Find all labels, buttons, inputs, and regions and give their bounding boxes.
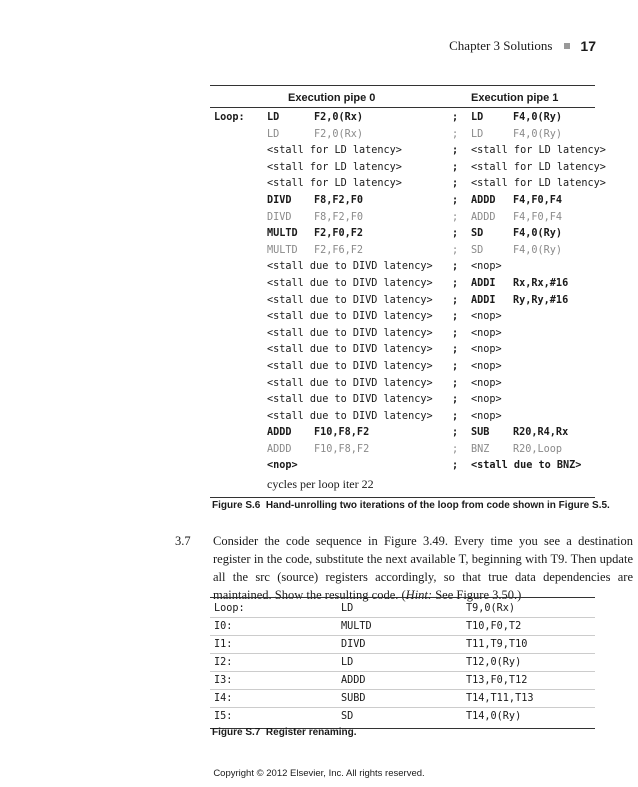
figure-caption-text: Hand-unrolling two iterations of the loop from code shown in Figure S.5. — [265, 500, 610, 511]
operands: T14,0(Ry) — [466, 711, 522, 722]
pipe1-opcode: LD — [471, 128, 484, 140]
pipe0-instruction: <stall due to DIVD latency> — [267, 294, 433, 306]
table-row — [210, 160, 606, 177]
table-header-row — [210, 86, 595, 107]
pipe1-instruction: <nop> — [471, 360, 502, 372]
separator: ; — [452, 410, 459, 422]
pipe1-opcode: ADDI — [471, 277, 496, 289]
opcode: LD — [341, 657, 354, 668]
separator: ; — [452, 344, 459, 356]
table-row — [210, 326, 595, 343]
pipe1-operands: F4,F0,F4 — [513, 211, 563, 223]
table-row — [210, 618, 595, 635]
pipe0-instruction: <stall due to DIVD latency> — [267, 344, 433, 356]
pipe0-opcode: MULTD — [267, 228, 298, 240]
pipe0-operands: F8,F2,F0 — [314, 211, 364, 223]
pipe1-operands: R20,R4,Rx — [513, 427, 569, 439]
separator: ; — [452, 311, 459, 323]
table-row — [210, 226, 595, 243]
opcode: LD — [341, 603, 354, 614]
pipe0-opcode: DIVD — [267, 211, 292, 223]
table-row — [210, 309, 595, 326]
exercise-text-end: See Figure 3.50.) — [432, 588, 522, 602]
separator: ; — [452, 327, 459, 339]
figure-caption-text: Register renaming. — [265, 727, 357, 738]
hint-label: Hint: — [405, 588, 433, 602]
pipe1-opcode: SUB — [471, 427, 490, 439]
table-row — [210, 276, 595, 293]
operands: T14,T11,T13 — [466, 693, 534, 704]
pipe0-opcode: ADDD — [267, 443, 292, 455]
cycles-row — [210, 475, 595, 492]
separator: ; — [452, 211, 459, 223]
table-row — [210, 127, 595, 144]
pipe1-operands: Rx,Rx,#16 — [513, 277, 569, 289]
table-row — [210, 690, 595, 707]
operands: T12,0(Ry) — [466, 657, 522, 668]
table-row — [210, 672, 595, 689]
pipe0-opcode: MULTD — [267, 244, 298, 256]
separator: ; — [452, 277, 459, 289]
instruction-label: I3: — [214, 675, 233, 686]
instruction-label: I4: — [214, 693, 233, 704]
table-row — [210, 143, 606, 160]
table-row — [210, 110, 595, 127]
table-row — [210, 293, 595, 310]
instruction-label: I1: — [214, 639, 233, 650]
pipe1-instruction: <stall due to BNZ> — [471, 460, 582, 472]
pipe0-operands: F10,F8,F2 — [314, 427, 370, 439]
loop-label: Loop: — [214, 112, 245, 123]
pipe0-opcode: DIVD — [267, 194, 292, 206]
pipe1-instruction: <nop> — [471, 410, 502, 422]
register-renaming-table — [210, 597, 595, 729]
opcode: MULTD — [341, 621, 372, 632]
table-body — [210, 108, 606, 475]
table-row — [210, 425, 595, 442]
pipe1-opcode: ADDD — [471, 194, 496, 206]
exercise-text-main: Consider the code sequence in Figure 3.49. Every time you see a destination register in the code, substitute the next available T, beginning with T9. Then update all the src (source) registers accordingly, so that true data dependencies are maintained. Show the resulting code. ( — [213, 534, 633, 602]
column-header-pipe-1: Execution pipe 1 — [471, 92, 559, 104]
opcode: DIVD — [341, 639, 366, 650]
table-row — [210, 409, 595, 426]
pipe0-instruction: <stall for LD latency> — [267, 178, 402, 190]
separator: ; — [452, 178, 459, 190]
table-row — [210, 708, 595, 725]
separator: ; — [452, 194, 459, 206]
figure-caption-s7 — [212, 727, 357, 738]
table-row — [210, 654, 595, 671]
pipe0-operands: F2,0(Rx) — [314, 128, 364, 140]
separator: ; — [452, 161, 459, 173]
pipe0-instruction: <stall due to DIVD latency> — [267, 277, 433, 289]
pipe1-operands: Ry,Ry,#16 — [513, 294, 569, 306]
separator: ; — [452, 360, 459, 372]
pipe0-instruction: <stall for LD latency> — [267, 145, 402, 157]
separator: ; — [452, 128, 459, 140]
operands: T9,0(Rx) — [466, 603, 516, 614]
pipe1-instruction: <nop> — [471, 327, 502, 339]
exercise-number: 3.7 — [175, 534, 191, 548]
instruction-label: I5: — [214, 711, 233, 722]
separator: ; — [452, 112, 459, 123]
pipe1-opcode: ADDI — [471, 294, 496, 306]
separator: ; — [452, 394, 459, 406]
pipe0-operands: F2,0(Rx) — [314, 112, 364, 123]
opcode: ADDD — [341, 675, 366, 686]
pipe1-operands: F4,0(Ry) — [513, 128, 563, 140]
pipe1-operands: F4,0(Ry) — [513, 112, 563, 123]
table-row — [210, 600, 595, 617]
table-row — [210, 636, 595, 653]
separator: ; — [452, 228, 459, 240]
pipe0-operands: F8,F2,F0 — [314, 194, 364, 206]
column-header-pipe-0: Execution pipe 0 — [288, 92, 376, 104]
separator: ; — [452, 427, 459, 439]
pipe1-instruction: <stall for LD latency> — [471, 145, 606, 157]
figure-label: Figure S.6 — [212, 500, 261, 511]
separator: ; — [452, 377, 459, 389]
pipe1-opcode: SD — [471, 228, 484, 240]
separator: ; — [452, 261, 459, 273]
pipe0-instruction: <stall due to DIVD latency> — [267, 311, 433, 323]
table-row — [210, 359, 595, 376]
pipe0-opcode: ADDD — [267, 427, 292, 439]
pipe1-instruction: <nop> — [471, 344, 502, 356]
separator: ; — [452, 244, 459, 256]
separator: ; — [452, 145, 459, 157]
pipe0-opcode: LD — [267, 112, 280, 123]
pipe1-operands: F4,0(Ry) — [513, 244, 563, 256]
operands: T13,F0,T12 — [466, 675, 528, 686]
separator: ; — [452, 460, 459, 472]
table-row — [210, 442, 595, 459]
running-header — [449, 38, 596, 54]
table-row — [210, 458, 595, 475]
pipe1-operands: R20,Loop — [513, 443, 563, 455]
operands: T10,F0,T2 — [466, 621, 522, 632]
pipe0-instruction: <nop> — [267, 460, 298, 472]
pipe0-instruction: <stall due to DIVD latency> — [267, 327, 433, 339]
pipe0-instruction: <stall for LD latency> — [267, 161, 402, 173]
table-row — [210, 392, 595, 409]
execution-pipe-table — [210, 85, 606, 498]
cycles-per-iter: cycles per loop iter 22 — [267, 477, 374, 492]
table-row — [210, 243, 595, 260]
pipe1-opcode: LD — [471, 112, 484, 123]
pipe1-instruction: <nop> — [471, 311, 502, 323]
instruction-label: I0: — [214, 621, 233, 632]
pipe1-instruction: <stall for LD latency> — [471, 161, 606, 173]
pipe1-instruction: <nop> — [471, 394, 502, 406]
table2-body — [210, 598, 595, 725]
table-row — [210, 193, 595, 210]
separator: ; — [452, 294, 459, 306]
chapter-title: Chapter 3 Solutions — [449, 38, 553, 53]
pipe0-instruction: <stall due to DIVD latency> — [267, 377, 433, 389]
exercise-text — [213, 532, 633, 604]
pipe1-instruction: <stall for LD latency> — [471, 178, 606, 190]
opcode: SD — [341, 711, 354, 722]
pipe1-opcode: ADDD — [471, 211, 496, 223]
pipe1-instruction: <nop> — [471, 377, 502, 389]
separator-square-icon — [564, 43, 570, 49]
operands: T11,T9,T10 — [466, 639, 528, 650]
pipe1-opcode: BNZ — [471, 443, 490, 455]
pipe0-instruction: <stall due to DIVD latency> — [267, 360, 433, 372]
pipe0-operands: F10,F8,F2 — [314, 443, 370, 455]
pipe0-operands: F2,F0,F2 — [314, 228, 364, 240]
separator: ; — [452, 443, 459, 455]
pipe1-instruction: <nop> — [471, 261, 502, 273]
opcode: SUBD — [341, 693, 366, 704]
pipe1-operands: F4,F0,F4 — [513, 194, 563, 206]
figure-label: Figure S.7 — [212, 727, 261, 738]
pipe0-operands: F2,F6,F2 — [314, 244, 364, 256]
instruction-label: Loop: — [214, 603, 245, 614]
pipe0-instruction: <stall due to DIVD latency> — [267, 261, 433, 273]
instruction-label: I2: — [214, 657, 233, 668]
copyright-notice: Copyright © 2012 Elsevier, Inc. All rights reserved. — [213, 768, 425, 779]
pipe0-opcode: LD — [267, 128, 280, 140]
pipe0-instruction: <stall due to DIVD latency> — [267, 394, 433, 406]
table-row — [210, 176, 606, 193]
pipe1-opcode: SD — [471, 244, 484, 256]
page-number: 17 — [580, 38, 596, 54]
table-row — [210, 259, 595, 276]
figure-caption-s6 — [212, 500, 610, 511]
table-row — [210, 342, 595, 359]
table-bottom-rule — [210, 497, 595, 498]
pipe0-instruction: <stall due to DIVD latency> — [267, 410, 433, 422]
pipe1-operands: F4,0(Ry) — [513, 228, 563, 240]
table-row — [210, 376, 595, 393]
table-row — [210, 210, 595, 227]
